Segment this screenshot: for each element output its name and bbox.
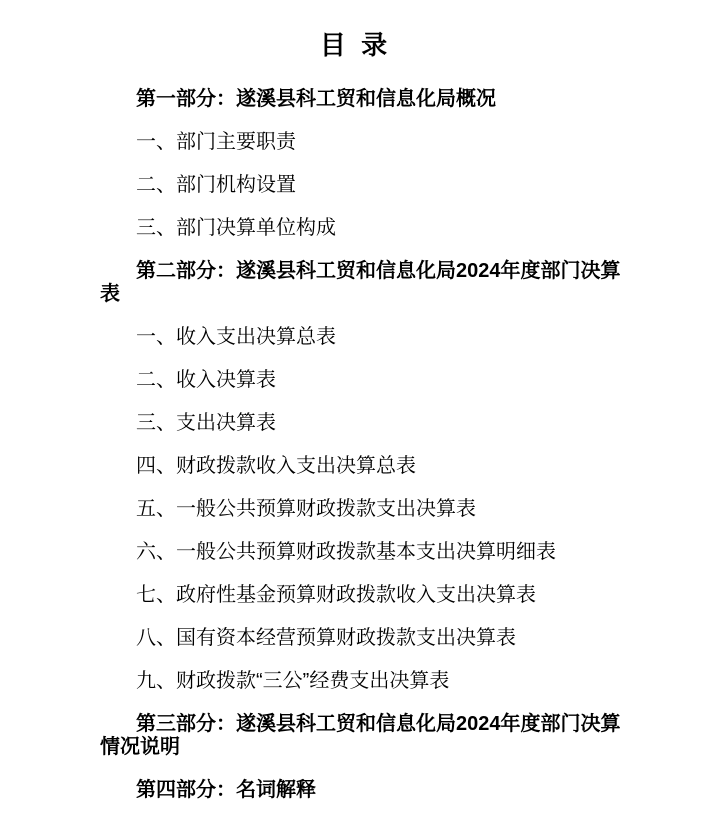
toc-item <box>100 627 608 650</box>
document-title: 目 录 <box>319 30 389 60</box>
toc-line: 六、一般公共预算财政拨款基本支出决算明细表 <box>136 541 556 563</box>
toc-line: 七、政府性基金预算财政拨款收入支出决算表 <box>136 584 536 606</box>
toc-line: 一、收入支出决算总表 <box>136 326 336 348</box>
toc-item <box>100 541 608 564</box>
toc-item <box>100 584 608 607</box>
toc-line: 一、部门主要职责 <box>136 131 296 153</box>
toc-line: 二、收入决算表 <box>136 369 276 391</box>
toc-part-heading <box>100 779 608 802</box>
toc-line: 八、国有资本经营预算财政拨款支出决算表 <box>136 627 516 649</box>
toc-line: 三、支出决算表 <box>136 412 276 434</box>
toc-item <box>100 174 608 197</box>
toc-item <box>100 326 608 349</box>
table-of-contents <box>100 88 621 802</box>
toc-item <box>100 412 608 435</box>
toc-line: 九、财政拨款“三公”经费支出决算表 <box>136 670 450 692</box>
toc-line: 第二部分：遂溪县科工贸和信息化局2024年度部门决算 <box>136 260 621 282</box>
toc-line: 五、一般公共预算财政拨款支出决算表 <box>136 498 476 520</box>
toc-item <box>100 369 608 392</box>
toc-line: 四、财政拨款收入支出决算总表 <box>136 455 416 477</box>
toc-item <box>100 217 608 240</box>
toc-line: 第三部分：遂溪县科工贸和信息化局2024年度部门决算 <box>136 713 621 735</box>
toc-part-heading <box>100 88 608 111</box>
toc-line: 二、部门机构设置 <box>136 174 296 196</box>
toc-line: 三、部门决算单位构成 <box>136 217 336 239</box>
toc-part-heading <box>100 713 621 759</box>
toc-line: 表 <box>100 283 120 305</box>
toc-item <box>100 498 608 521</box>
toc-line: 第一部分：遂溪县科工贸和信息化局概况 <box>136 88 496 110</box>
toc-item <box>100 455 608 478</box>
toc-line: 第四部分：名词解释 <box>136 779 316 801</box>
toc-line: 情况说明 <box>100 736 180 758</box>
toc-item <box>100 670 608 693</box>
toc-part-heading <box>100 260 621 306</box>
toc-item <box>100 131 608 154</box>
